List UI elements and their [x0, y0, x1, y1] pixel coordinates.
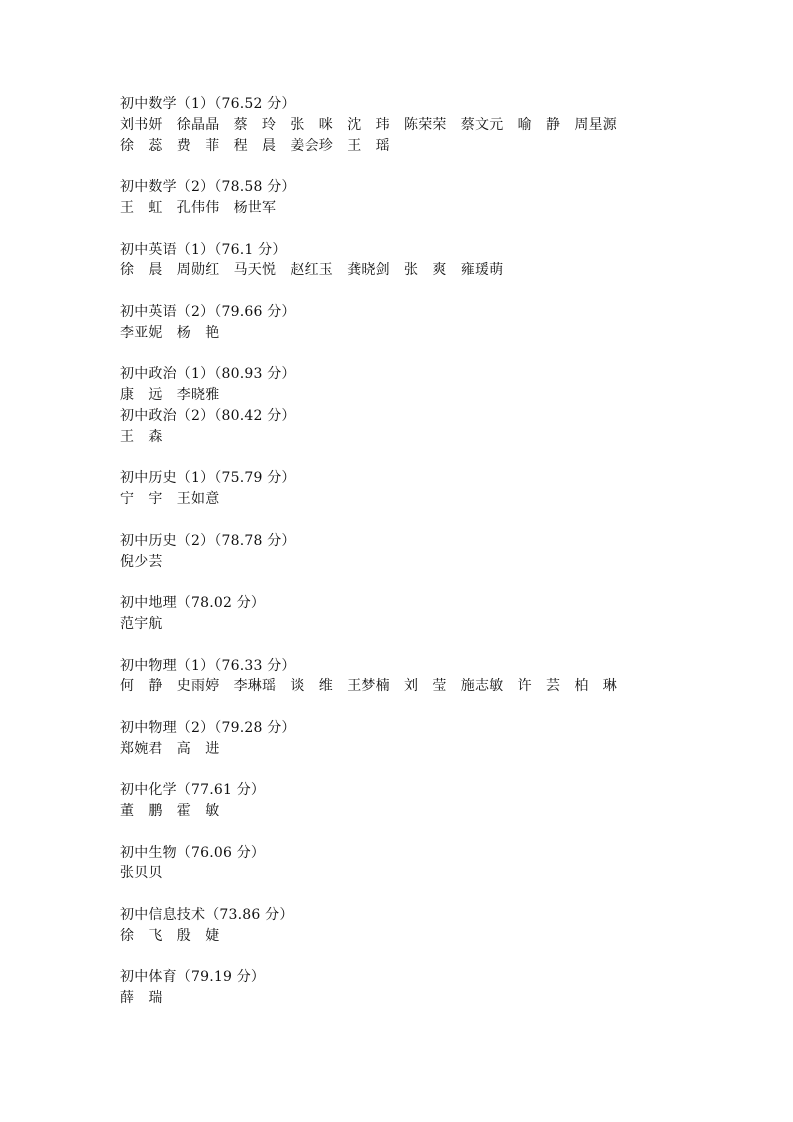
section-spacer [120, 947, 680, 968]
section-spacer [120, 219, 680, 240]
name-list-english-1: 徐 晨 周勋红 马天悦 赵红玉 龚晓剑 张 爽 雍瑗萌 [120, 262, 504, 279]
section-heading-chemistry: 初中化学（77.61 分） [120, 782, 266, 799]
name-list-geography: 范宇航 [120, 615, 163, 632]
section-heading-politics-1: 初中政治（1）（80.93 分） [120, 366, 296, 383]
name-list-biology: 张贝贝 [120, 865, 163, 882]
section-spacer [120, 510, 680, 531]
score-list [120, 94, 680, 1009]
name-list-history-1: 宁 宇 王如意 [120, 491, 220, 508]
section-spacer [120, 156, 680, 177]
name-list-it: 徐 飞 殷 婕 [120, 927, 220, 944]
section-spacer [120, 281, 680, 302]
section-heading-geography: 初中地理（78.02 分） [120, 595, 266, 612]
name-list-math-2: 王 虹 孔伟伟 杨世军 [120, 199, 277, 216]
section-heading-math-1: 初中数学（1）（76.52 分） [120, 96, 296, 112]
section-spacer [120, 572, 680, 593]
section-heading-politics-2: 初中政治（2）（80.42 分） [120, 407, 296, 424]
name-list-chemistry: 董 鹏 霍 敏 [120, 803, 220, 820]
section-heading-math-2: 初中数学（2）（78.58 分） [120, 179, 296, 196]
section-spacer [120, 635, 680, 656]
section-spacer [120, 697, 680, 718]
name-list-physics-2: 郑婉君 高 进 [120, 740, 220, 757]
name-list-politics-2: 王 森 [120, 428, 163, 445]
section-heading-pe: 初中体育（79.19 分） [120, 969, 266, 986]
section-heading-physics-2: 初中物理（2）（79.28 分） [120, 719, 296, 736]
section-heading-english-2: 初中英语（2）（79.66 分） [120, 303, 296, 320]
section-heading-biology: 初中生物（76.06 分） [120, 844, 266, 861]
section-heading-history-1: 初中历史（1）（75.79 分） [120, 470, 296, 487]
name-list-history-2: 倪少芸 [120, 553, 163, 570]
name-list-math-1-line-2: 徐 蕊 费 菲 程 晨 姜会珍 王 瑶 [120, 137, 390, 154]
section-spacer [120, 822, 680, 843]
section-heading-it: 初中信息技术（73.86 分） [120, 907, 294, 924]
name-list-math-1-line-1: 刘书妍 徐晶晶 蔡 玲 张 咪 沈 玮 陈荣荣 蔡文元 喻 静 周星源 [120, 116, 617, 133]
section-heading-english-1: 初中英语（1）（76.1 分） [120, 241, 287, 258]
name-list-pe: 薛 瑞 [120, 990, 163, 1007]
section-spacer [120, 760, 680, 781]
section-spacer [120, 448, 680, 469]
name-list-english-2: 李亚妮 杨 艳 [120, 324, 220, 341]
section-spacer [120, 884, 680, 905]
name-list-politics-1: 康 远 李晓雅 [120, 387, 220, 404]
section-heading-history-2: 初中历史（2）（78.78 分） [120, 532, 296, 549]
name-list-physics-1: 何 静 史雨婷 李琳瑶 谈 维 王梦楠 刘 莹 施志敏 许 芸 柏 琳 [120, 678, 617, 695]
section-spacer [120, 344, 680, 365]
section-heading-physics-1: 初中物理（1）（76.33 分） [120, 657, 296, 674]
